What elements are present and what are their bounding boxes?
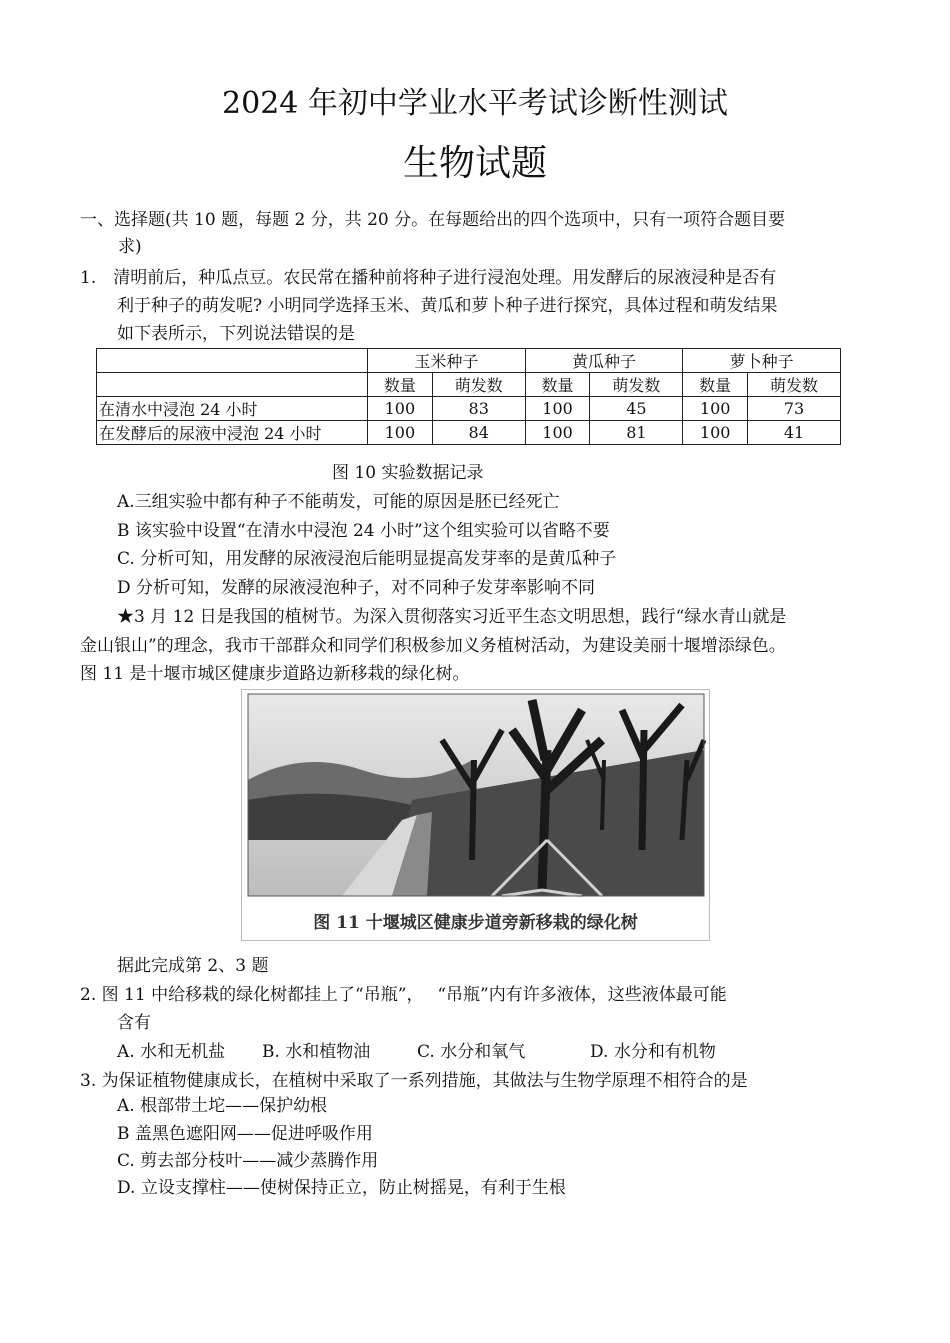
trees-photo-image [242, 690, 709, 900]
passage-line: 金山银山”的理念，我市干部群众和同学们积极参加义务植树活动，为建设美丽十堰增添绿色。 [80, 636, 786, 656]
table-cell: 100 [368, 421, 433, 445]
table-cell [97, 349, 368, 373]
q1-stem-cont: 如下表所示，下列说法错误的是 [117, 324, 355, 344]
table-subheader: 萌发数 [590, 373, 683, 397]
table-subheader: 数量 [368, 373, 433, 397]
q3-option-b: B 盖黑色遮阳网——促进呼吸作用 [117, 1124, 373, 1144]
table-cell: 45 [590, 397, 683, 421]
table-row [97, 421, 841, 445]
table-cell: 100 [525, 421, 590, 445]
figure-caption: 图 11 十堰城区健康步道旁新移栽的绿化树 [313, 913, 638, 933]
figure-11 [241, 689, 710, 941]
q2-option-c: C. 水分和氧气 [417, 1042, 526, 1062]
instruction-text: 据此完成第 2、3 题 [117, 956, 269, 976]
table-subheader: 萌发数 [432, 373, 525, 397]
exam-title: 2024 年初中学业水平考试诊断性测试 [222, 86, 728, 121]
q1-option-b: B 该实验中设置“在清水中浸泡 24 小时”这个组实验可以省略不要 [117, 521, 610, 541]
q3-stem: 3. 为保证植物健康成长，在植树中采取了一系列措施，其做法与生物学原理不相符合的是 [80, 1071, 748, 1091]
q1-stem: 1. 清明前后，种瓜点豆。农民常在播种前将种子进行浸泡处理。用发酵后的尿液浸种是否有 [80, 268, 777, 288]
q3-option-d: D. 立设支撑柱——使树保持正立，防止树摇晃，有利于生根 [117, 1178, 566, 1198]
table-header: 黄瓜种子 [525, 349, 683, 373]
q1-stem-cont: 利于种子的萌发呢? 小明同学选择玉米、黄瓜和萝卜种子进行探究，具体过程和萌发结果 [117, 296, 778, 316]
table-subheader: 数量 [525, 373, 590, 397]
table-cell: 100 [525, 397, 590, 421]
row-label: 在发酵后的尿液中浸泡 24 小时 [97, 421, 368, 445]
table-header: 玉米种子 [368, 349, 526, 373]
table-header: 萝卜种子 [683, 349, 841, 373]
table-caption: 图 10 实验数据记录 [332, 463, 484, 483]
table-subheader: 数量 [683, 373, 748, 397]
q2-stem: 2. 图 11 中给移栽的绿化树都挂上了“吊瓶”， “吊瓶”内有许多液体，这些液体最可能 [80, 985, 727, 1005]
table-subheader: 萌发数 [748, 373, 841, 397]
passage-line: 图 11 是十堰市城区健康步道路边新移栽的绿化树。 [80, 664, 470, 684]
table-cell: 100 [368, 397, 433, 421]
experiment-table [96, 348, 841, 445]
table-row [97, 397, 841, 421]
section-heading: 一、选择题(共 10 题，每题 2 分，共 20 分。在每题给出的四个选项中，只有一项符合题目要 [80, 210, 786, 230]
q2-stem-cont: 含有 [117, 1013, 151, 1033]
table-subheader-row [97, 373, 841, 397]
table-cell: 73 [748, 397, 841, 421]
row-label: 在清水中浸泡 24 小时 [97, 397, 368, 421]
exam-subtitle: 生物试题 [402, 143, 547, 184]
table-cell: 100 [683, 421, 748, 445]
table-header-row [97, 349, 841, 373]
table-cell [97, 373, 368, 397]
q2-option-d: D. 水分和有机物 [590, 1042, 716, 1062]
passage-line: ★3 月 12 日是我国的植树节。为深入贯彻落实习近平生态文明思想，践行“绿水青山就是 [117, 607, 787, 627]
q2-option-b: B. 水和植物油 [262, 1042, 371, 1062]
q2-option-a: A. 水和无机盐 [117, 1042, 226, 1062]
q1-option-d: D 分析可知，发酵的尿液浸泡种子，对不同种子发芽率影响不同 [117, 578, 596, 598]
section-heading-cont: 求) [118, 237, 142, 257]
q1-option-c: C. 分析可知，用发酵的尿液浸泡后能明显提高发芽率的是黄瓜种子 [117, 549, 617, 569]
q3-option-c: C. 剪去部分枝叶——减少蒸腾作用 [117, 1151, 379, 1171]
table-cell: 100 [683, 397, 748, 421]
table-cell: 83 [432, 397, 525, 421]
table-cell: 81 [590, 421, 683, 445]
table-cell: 41 [748, 421, 841, 445]
q3-option-a: A. 根部带土坨——保护幼根 [117, 1096, 328, 1116]
q1-option-a: A.三组实验中都有种子不能萌发，可能的原因是胚已经死亡 [117, 492, 560, 512]
table-cell: 84 [432, 421, 525, 445]
